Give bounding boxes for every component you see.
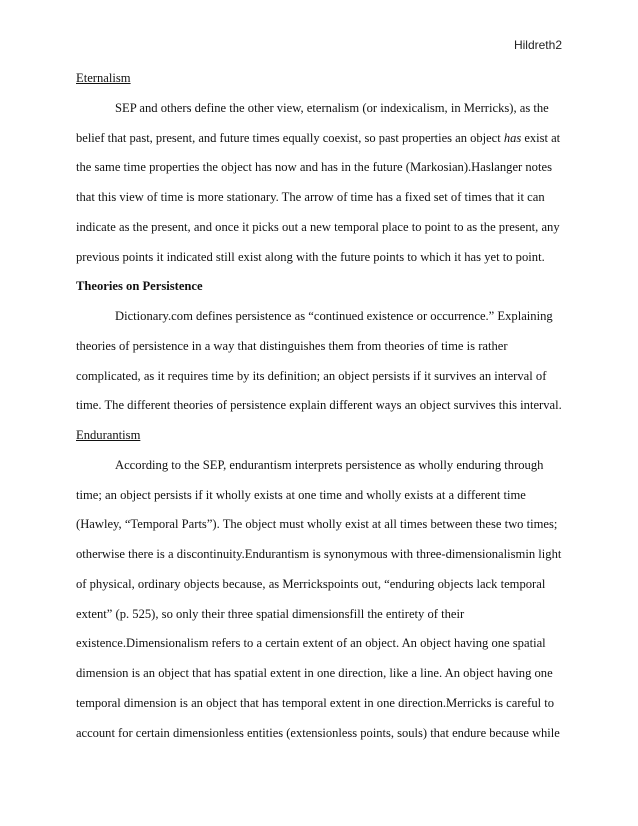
body-line: dimension is an object that has spatial extent in one direction, like a line. An object having one <box>76 666 553 680</box>
body-line: time; an object persists if it wholly exists at one time and wholly exists at a different time <box>76 487 526 502</box>
body-line: account for certain dimensionless entities (extensionless points, souls) that endure because while <box>76 725 560 740</box>
body-line: (Hawley, “Temporal Parts”). The object must wholly exist at all times between these two times; <box>76 517 558 532</box>
body-line: that this view of time is more stationary. The arrow of time has a fixed set of times that it can <box>76 190 545 204</box>
body-line <box>76 124 562 154</box>
paragraph-first-line: According to the SEP, endurantism interprets persistence as wholly enduring through <box>115 457 544 472</box>
body-line: of physical, ordinary objects because, as Merrickspoints out, “enduring objects lack temporal <box>76 576 546 591</box>
section-heading-text: Endurantism <box>76 428 141 442</box>
body-line: existence.Dimensionalism refers to a certain extent of an object. An object having one spatial <box>76 636 546 651</box>
paragraph-first-line: Dictionary.com defines persistence as “continued existence or occurrence.” Explaining <box>115 309 553 323</box>
body-line: the same time properties the object has now and has in the future (Markosian).Haslanger notes <box>76 160 552 175</box>
body-line: time. The different theories of persistence explain different ways an object survives this interval. <box>76 398 562 413</box>
line-text: exist at <box>521 130 561 145</box>
body-line: previous points it indicated still exist along with the future points to which it has yet to point. <box>76 249 545 264</box>
body-line: temporal dimension is an object that has temporal extent in one direction.Merricks is careful to <box>76 695 555 710</box>
document-body <box>76 64 562 748</box>
running-head: Hildreth2 <box>513 38 562 52</box>
emphasis-text: has <box>503 130 522 145</box>
section-heading-text: Eternalism <box>76 71 131 85</box>
section-heading <box>76 64 562 94</box>
body-line: otherwise there is a discontinuity.Endurantism is synonymous with three-dimensionalismin light <box>76 547 562 561</box>
paragraph-first-line: SEP and others define the other view, eternalism (or indexicalism, in Merricks), as the <box>115 100 549 115</box>
body-line: theories of persistence in a way that distinguishes them from theories of time is rather <box>76 338 508 353</box>
body-line: indicate as the present, and once it picks out a new temporal place to point to as the present, any <box>76 219 560 234</box>
body-line: complicated, as it requires time by its definition; an object persists if it survives an interval of <box>76 368 547 383</box>
line-text: belief that past, present, and future times equally coexist, so past properties an object <box>76 130 504 145</box>
section-heading <box>76 421 562 451</box>
body-line: extent” (p. 525), so only their three spatial dimensionsfill the entirety of their <box>76 606 465 621</box>
bold-heading: Theories on Persistence <box>76 279 203 294</box>
